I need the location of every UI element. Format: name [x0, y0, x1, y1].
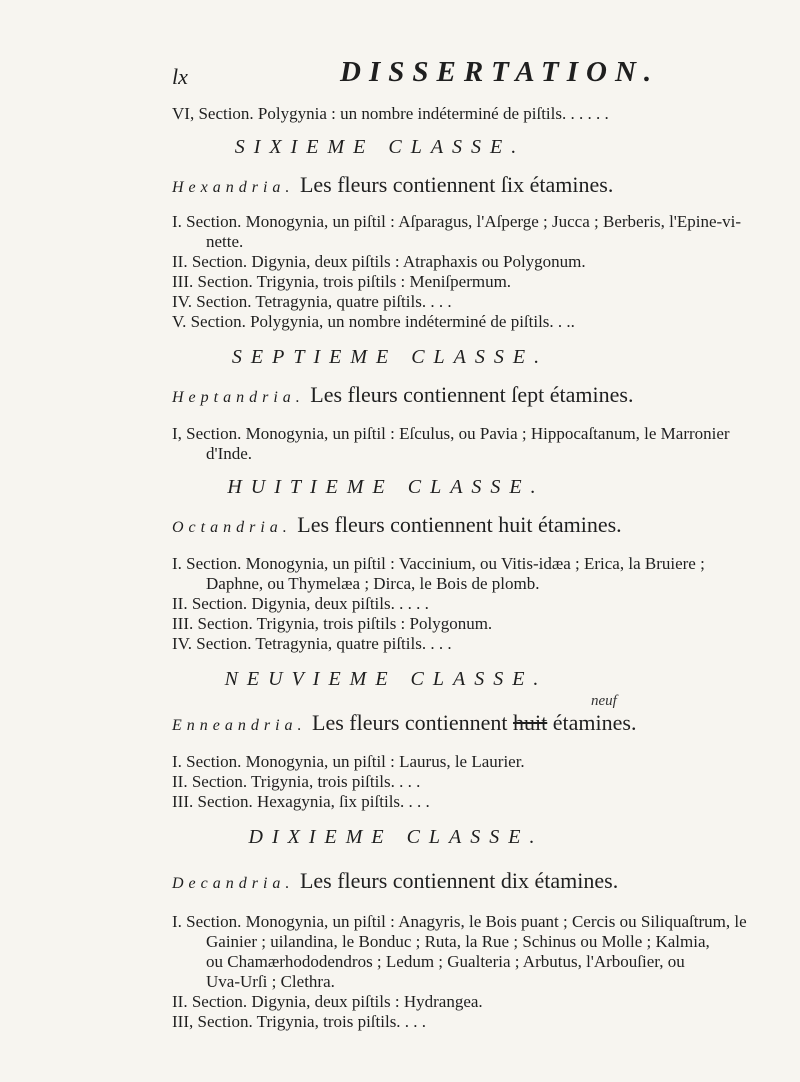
section-line: III. Section. Hexagynia, ſix piſtils. . . .	[172, 792, 430, 811]
section-line: IV. Section. Tetragynia, quatre piſtils. . . .	[172, 634, 452, 653]
class-description: Les fleurs contiennent ſept étamines.	[310, 382, 634, 407]
section-line: I. Section. Monogynia, un piſtil : Laurus, le Laurier.	[172, 752, 525, 771]
class-latin-name: Heptandria.	[172, 389, 305, 406]
running-title: DISSERTATION.	[340, 56, 660, 88]
section-line: III. Section. Trigynia, trois piſtils : Meniſpermum.	[172, 272, 512, 291]
class-genus-line	[172, 868, 618, 894]
class-genus-line	[172, 512, 622, 538]
class-description: Les fleurs contiennent ſix étamines.	[299, 172, 614, 197]
section-line-continued: Daphne, ou Thymelæa ; Dirca, le Bois de plomb.	[206, 574, 540, 593]
section-line: II. Section. Digynia, deux piſtils : Atraphaxis ou Polygonum.	[172, 252, 586, 271]
class-latin-name: Decandria.	[172, 875, 295, 892]
class-description: Les fleurs contiennent dix étamines.	[299, 868, 619, 893]
section-line-continued: Uva-Urſi ; Clethra.	[206, 972, 335, 991]
page-header	[0, 46, 800, 89]
class-description-end: étamines.	[552, 710, 637, 735]
section-line: III. Section. Trigynia, trois piſtils : Polygonum.	[172, 614, 493, 633]
section-line: V. Section. Polygynia, un nombre indéterminé de piſtils. . ..	[172, 312, 575, 331]
class-description: Les fleurs contiennent	[312, 710, 508, 735]
class-genus-line	[172, 382, 633, 408]
section-line: III, Section. Trigynia, trois piſtils. . . .	[172, 1012, 427, 1031]
section-line-continued: ou Chamærhododendros ; Ledum ; Gualteria ; Arbutus, l'Arbouſier, ou	[206, 952, 685, 971]
class-heading: DIXIEME CLASSE.	[248, 826, 544, 848]
class-latin-name: Enneandria.	[172, 717, 307, 734]
section-line: I. Section. Monogynia, un piſtil : Aſparagus, l'Aſperge ; Jucca ; Berberis, l'Epine-vi-	[172, 212, 742, 231]
section-line: I, Section. Monogynia, un piſtil : Eſculus, ou Pavia ; Hippocaſtanum, le Marronier	[172, 424, 730, 443]
class-genus-line	[172, 172, 613, 198]
section-line: I. Section. Monogynia, un piſtil : Anagyris, le Bois puant ; Cercis ou Siliquaſtrum, le	[172, 912, 747, 931]
section-line-continued: d'Inde.	[206, 444, 253, 463]
class-heading: HUITIEME CLASSE.	[227, 476, 545, 498]
section-line: II. Section. Digynia, deux piſtils. . . . .	[172, 594, 429, 613]
class-heading: SIXIEME CLASSE.	[234, 136, 526, 158]
class-heading: NEUVIEME CLASSE.	[224, 668, 548, 690]
section-line: II. Section. Digynia, deux piſtils : Hydrangea.	[172, 992, 483, 1011]
struck-word: huit	[513, 710, 548, 735]
class-genus-line	[172, 710, 636, 736]
class-latin-name: Octandria.	[172, 519, 292, 536]
section-line: II. Section. Trigynia, trois piſtils. . . .	[172, 772, 421, 791]
section-line-continued: Gainier ; uilandina, le Bonduc ; Ruta, la Rue ; Schinus ou Molle ; Kalmia,	[206, 932, 710, 951]
section-line: IV. Section. Tetragynia, quatre piſtils. . . .	[172, 292, 452, 311]
handwritten-correction: neuf	[591, 693, 617, 709]
class-description: Les fleurs contiennent huit étamines.	[297, 512, 622, 537]
page-number: lx	[172, 64, 188, 89]
class-latin-name: Hexandria.	[172, 179, 295, 196]
section-line: VI, Section. Polygynia : un nombre indéterminé de piſtils. . . . . .	[172, 104, 609, 123]
class-heading: SEPTIEME CLASSE.	[231, 346, 549, 368]
section-line-continued: nette.	[206, 232, 244, 251]
section-line: I. Section. Monogynia, un piſtil : Vaccinium, ou Vitis-idæa ; Erica, la Bruiere ;	[172, 554, 705, 573]
